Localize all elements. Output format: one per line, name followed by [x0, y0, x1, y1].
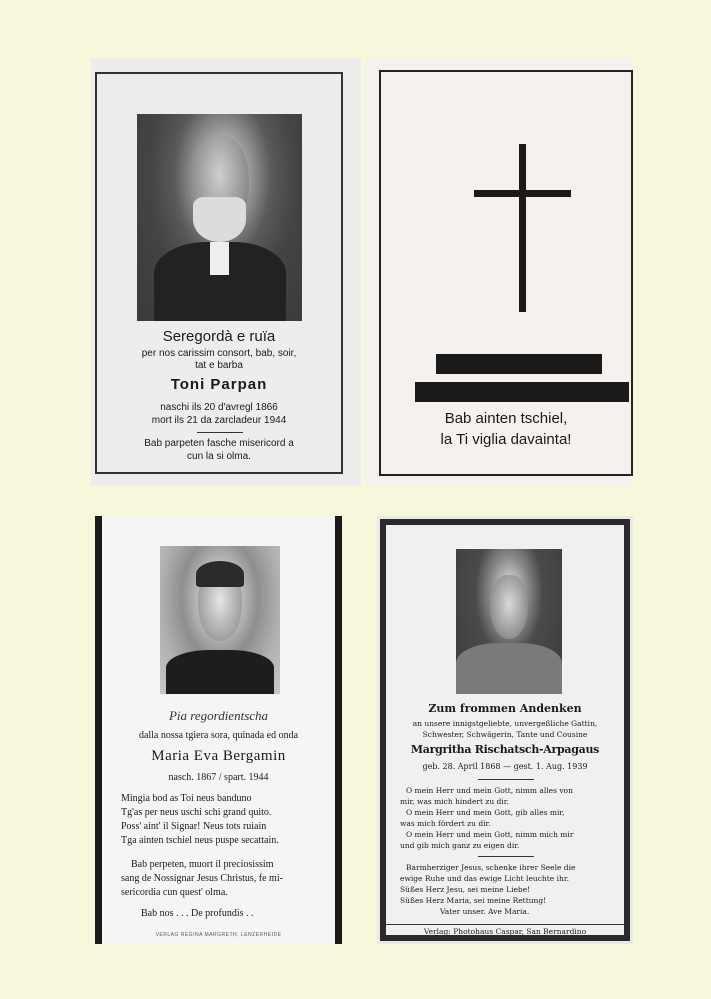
prayer: [121, 858, 283, 900]
portrait-hair: [196, 561, 244, 588]
poem-line-4: Tga ainten tschiel neus puspe secattain.: [121, 835, 279, 846]
poem: [121, 792, 279, 848]
portrait-photo: [137, 114, 302, 321]
card-heading: Zum frommen Andenken: [428, 702, 582, 715]
closing-line-4: Süßes Herz Maria, sei meine Rettung!: [400, 896, 547, 905]
poem-line-2: Tg'as per neus uschi schi grand quito.: [121, 807, 272, 818]
altar-step-lower: [415, 382, 629, 402]
intro-line-1: an unsere innigstgeliebte, unvergeßliche Gattin,: [412, 719, 598, 728]
prayer-line-1: Bab parpeten fasche misericord a: [144, 438, 294, 449]
portrait-torso: [456, 643, 562, 694]
cross-icon-arm: [474, 190, 571, 197]
verse-line-1: Bab ainten tschiel,: [444, 410, 568, 427]
altar-step-upper: [436, 354, 602, 374]
prayer-3-line-1: O mein Herr und mein Gott, nimm mich mir: [406, 830, 574, 839]
closing-line-1: Barmherziger Jesus, schenke ihrer Seele die: [406, 863, 576, 872]
memorial-card-margritha-rischatsch: [377, 516, 633, 944]
closing-line-2: ewige Ruhe und das ewige Licht leuchte ihr.: [400, 874, 569, 883]
prayer-line-2: cun la si olma.: [187, 451, 251, 462]
death-date: mort ils 21 da zarcladeur 1944: [151, 415, 287, 426]
birth-date: naschi ils 20 d'avregl 1866: [160, 402, 278, 413]
prayer-line-2: sang de Nossignar Jesus Christus, fe mi-: [121, 873, 283, 884]
poem-line-3: Poss' aint' il Signar! Neus tots ruiain: [121, 821, 267, 832]
deceased-name: Maria Eva Bergamin: [151, 748, 286, 764]
memorial-card-toni-parpan: [91, 58, 361, 486]
prayer-2-line-1: O mein Herr und mein Gott, gib alles mir,: [406, 808, 565, 817]
divider: [197, 432, 243, 433]
life-dates: geb. 28. April 1868 — gest. 1. Aug. 1939: [422, 762, 588, 771]
portrait-beard: [193, 197, 246, 243]
portrait-photo: [456, 549, 562, 694]
prayers: [400, 785, 573, 851]
card-heading: Pia regordientscha: [168, 708, 269, 723]
closing-line-3: Süßes Herz Jesu, sei meine Liebe!: [400, 885, 531, 894]
prayer-line-3: sericordia cun quest' olma.: [121, 887, 228, 898]
portrait-photo: [160, 546, 280, 694]
portrait-torso: [166, 650, 274, 694]
prayer-1-line-1: O mein Herr und mein Gott, nimm alles von: [406, 786, 573, 795]
memorial-card-maria-eva-bergamin: [95, 516, 342, 944]
publisher: VERLAG REGINA MARGRETH, LENZERHEIDE: [155, 932, 282, 938]
closing-prayers: [400, 862, 575, 917]
prayer-1-line-2: mir, was mich hindert zu dir.: [400, 797, 509, 806]
intro-line-2: Schwester, Schwägerin, Tante und Cousine: [422, 730, 588, 739]
card-intro: dalla nossa tgiera sora, quinada ed onda: [138, 730, 299, 741]
prayer-line-1: Bab perpeten, muort il preciosissim: [131, 859, 274, 870]
verse-line-2: la Ti viglia davainta!: [440, 431, 572, 448]
life-dates: nasch. 1867 / spart. 1944: [168, 772, 269, 783]
card-subtitle-2: tat e barba: [195, 360, 243, 371]
divider: [386, 924, 624, 925]
memorial-card-cross: [365, 58, 633, 486]
card-frame: [95, 72, 343, 474]
portrait-collar: [210, 242, 230, 275]
card-frame: [379, 70, 633, 476]
cross-icon: [519, 144, 526, 312]
prayer-3-line-2: und gib mich ganz zu eigen dir.: [400, 841, 520, 850]
publisher: Verlag: Photohaus Caspar, San Bernardino: [423, 927, 587, 936]
divider: [478, 779, 534, 780]
deceased-name: Margritha Rischatsch-Arpagaus: [410, 743, 600, 756]
prayer-2-line-2: was mich fördert zu dir.: [400, 819, 491, 828]
card-frame: [380, 519, 630, 941]
divider: [478, 856, 534, 857]
closing-prayer: Bab nos . . . De profundis . .: [141, 908, 254, 919]
card-heading: Seregordà e ruïa: [162, 328, 276, 345]
portrait-head: [490, 575, 528, 639]
deceased-name: Toni Parpan: [170, 376, 268, 393]
closing-line-5: Vater unser. Ave Maria.: [440, 907, 530, 916]
card-subtitle-1: per nos carissim consort, bab, soir,: [141, 348, 297, 359]
poem-line-1: Mingia bod as Toi neus banduno: [121, 793, 252, 804]
